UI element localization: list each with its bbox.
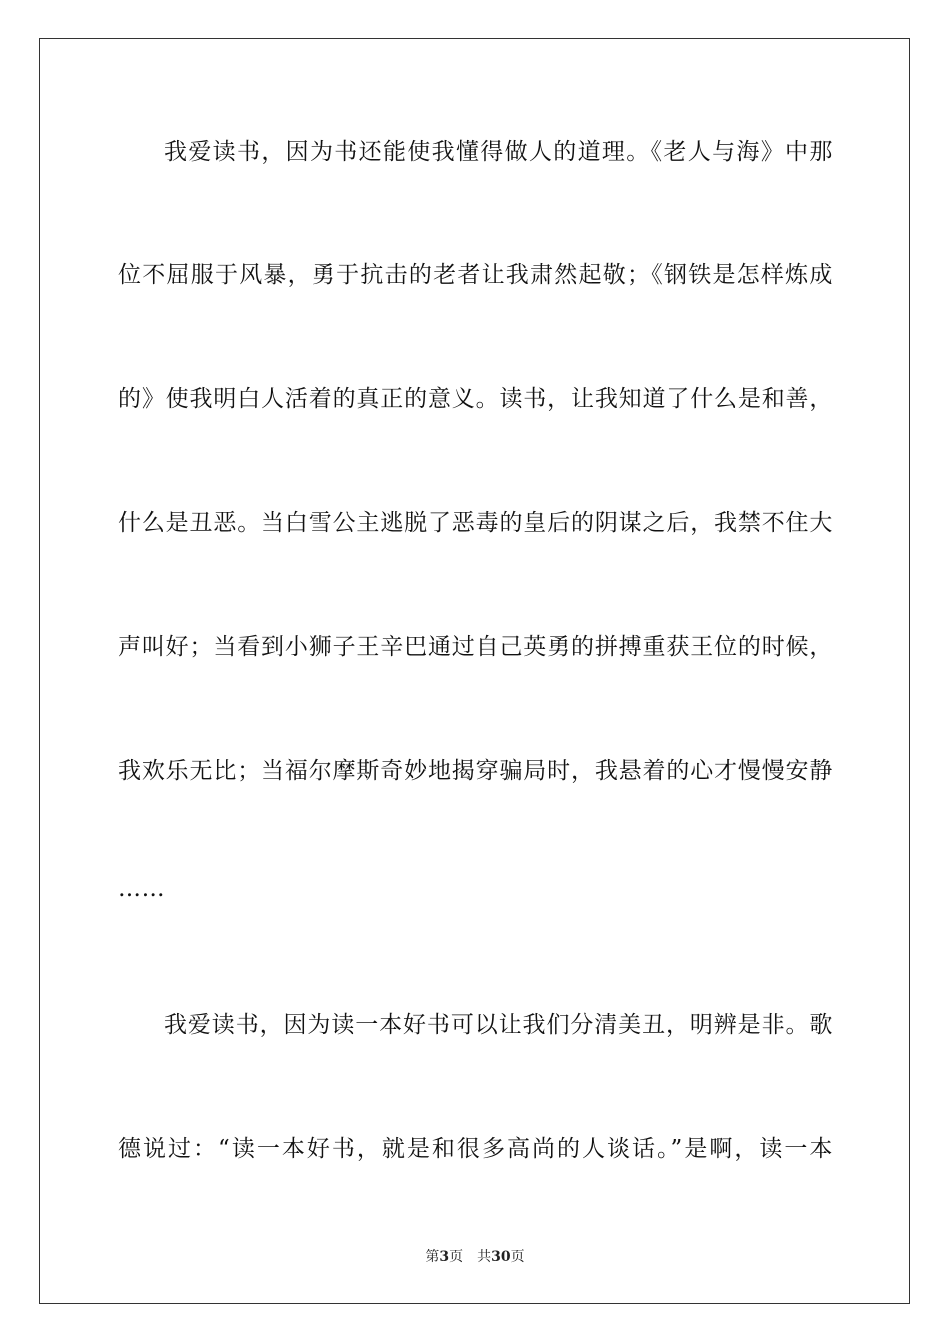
paragraph-1-line-3: 的》使我明白人活着的真正的意义。读书，让我知道了什么是和善， <box>118 386 833 412</box>
paragraph-1-line-5: 声叫好；当看到小狮子王辛巴通过自己英勇的拼搏重获王位的时候， <box>118 634 833 660</box>
paragraph-2-line-1: 我爱读书，因为读一本好书可以让我们分清美丑，明辨是非。歌 <box>164 1012 833 1038</box>
page-footer <box>0 1248 950 1266</box>
total-page-count: 30 <box>491 1249 511 1265</box>
page-frame <box>39 38 910 1304</box>
paragraph-1-ellipsis: …… <box>118 876 166 902</box>
page-prefix: 第 <box>425 1249 440 1265</box>
paragraph-1-line-4: 什么是丑恶。当白雪公主逃脱了恶毒的皇后的阴谋之后，我禁不住大 <box>118 510 833 536</box>
paragraph-1-line-6: 我欢乐无比；当福尔摩斯奇妙地揭穿骗局时，我悬着的心才慢慢安静 <box>118 758 833 784</box>
page-suffix: 页 <box>510 1249 525 1265</box>
paragraph-1-line-2: 位不屈服于风暴，勇于抗击的老者让我肃然起敬；《钢铁是怎样炼成 <box>118 262 833 288</box>
paragraph-1-line-1: 我爱读书，因为书还能使我懂得做人的道理。《老人与海》中那 <box>164 139 833 165</box>
paragraph-2-line-2: 德说过：“读一本好书，就是和很多高尚的人谈话。”是啊，读一本 <box>118 1136 833 1162</box>
page-mid: 页 共 <box>449 1249 492 1265</box>
current-page-number: 3 <box>439 1249 450 1265</box>
